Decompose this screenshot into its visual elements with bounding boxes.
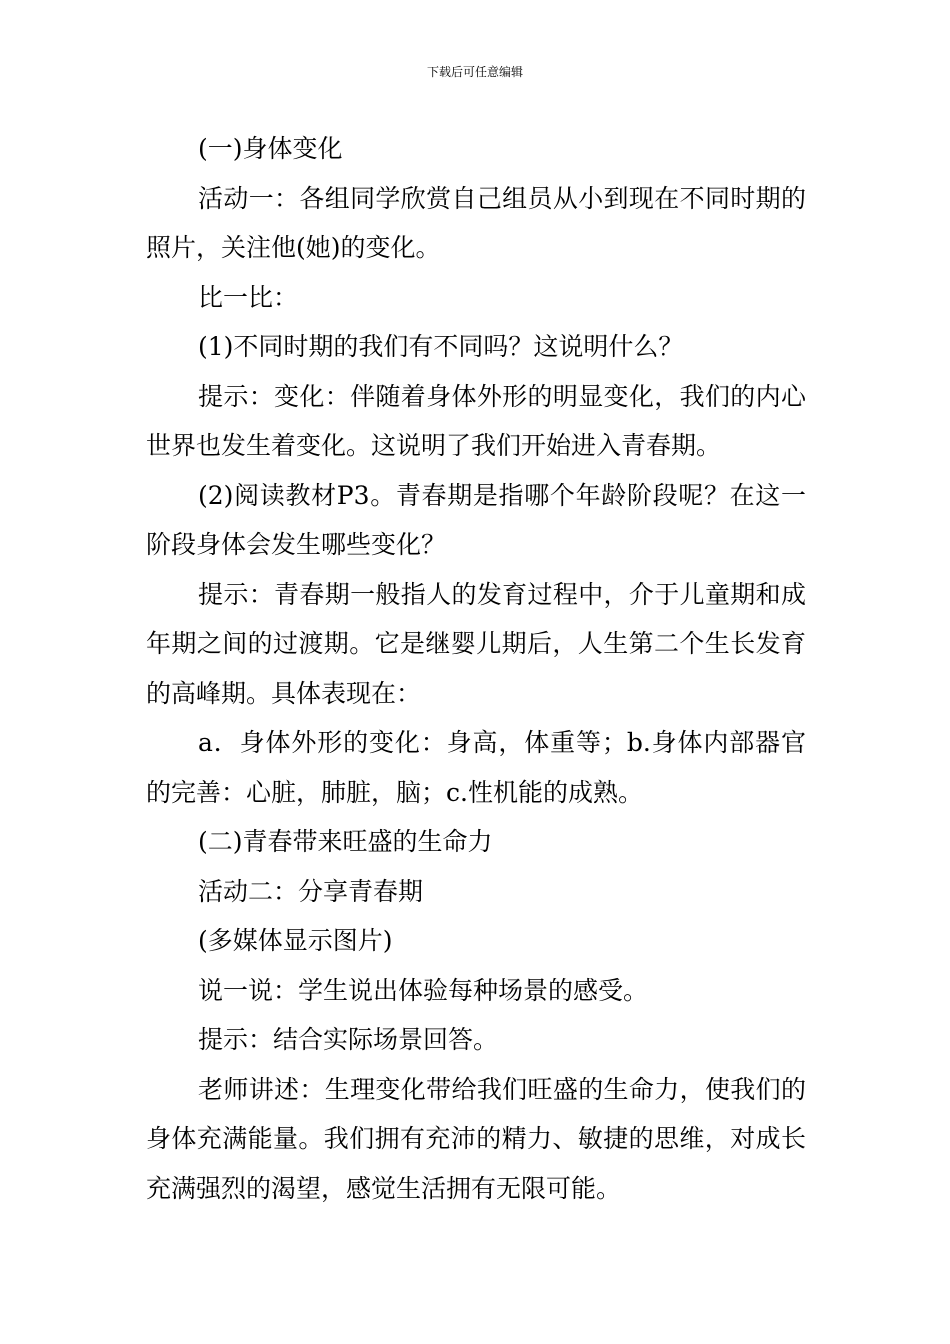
paragraph-question-2: (2)阅读教材P3。青春期是指哪个年龄阶段呢？在这一阶段身体会发生哪些变化？ [146, 480, 806, 559]
document-body [146, 124, 806, 1213]
section-heading-body-changes: (一)身体变化 [198, 134, 343, 163]
paragraph-say: 说一说：学生说出体验每种场景的感受。 [198, 975, 649, 1005]
paragraph-activity-two: 活动二：分享青春期 [198, 876, 424, 906]
paragraph-details: a．身体外形的变化：身高，体重等；b.身体内部器官的完善：心脏，肺脏，脑；c.性机能的成熟。 [146, 728, 806, 807]
paragraph-teacher-narration: 老师讲述：生理变化带给我们旺盛的生命力，使我们的身体充满能量。我们拥有充沛的精力、敏捷的思维，对成长充满强烈的渴望，感觉生活拥有无限可能。 [146, 1074, 806, 1203]
section-heading-vitality: (二)青春带来旺盛的生命力 [198, 827, 493, 856]
paragraph-hint-3: 提示：结合实际场景回答。 [198, 1025, 499, 1054]
paragraph-hint-2: 提示：青春期一般指人的发育过程中，介于儿童期和成年期之间的过渡期。它是继婴儿期后，人生第二个生长发育的高峰期。具体表现在： [146, 579, 806, 708]
page-header: 下载后可任意编辑 [426, 65, 523, 79]
paragraph-activity-one: 活动一：各组同学欣赏自己组员从小到现在不同时期的照片，关注他(她)的变化。 [146, 183, 806, 262]
paragraph-compare: 比一比： [198, 282, 299, 312]
paragraph-hint-1: 提示：变化：伴随着身体外形的明显变化，我们的内心世界也发生着变化。这说明了我们开始进入青春期。 [146, 381, 806, 460]
paragraph-multimedia: (多媒体显示图片) [198, 926, 393, 955]
paragraph-question-1: (1)不同时期的我们有不同吗？这说明什么？ [198, 332, 684, 361]
